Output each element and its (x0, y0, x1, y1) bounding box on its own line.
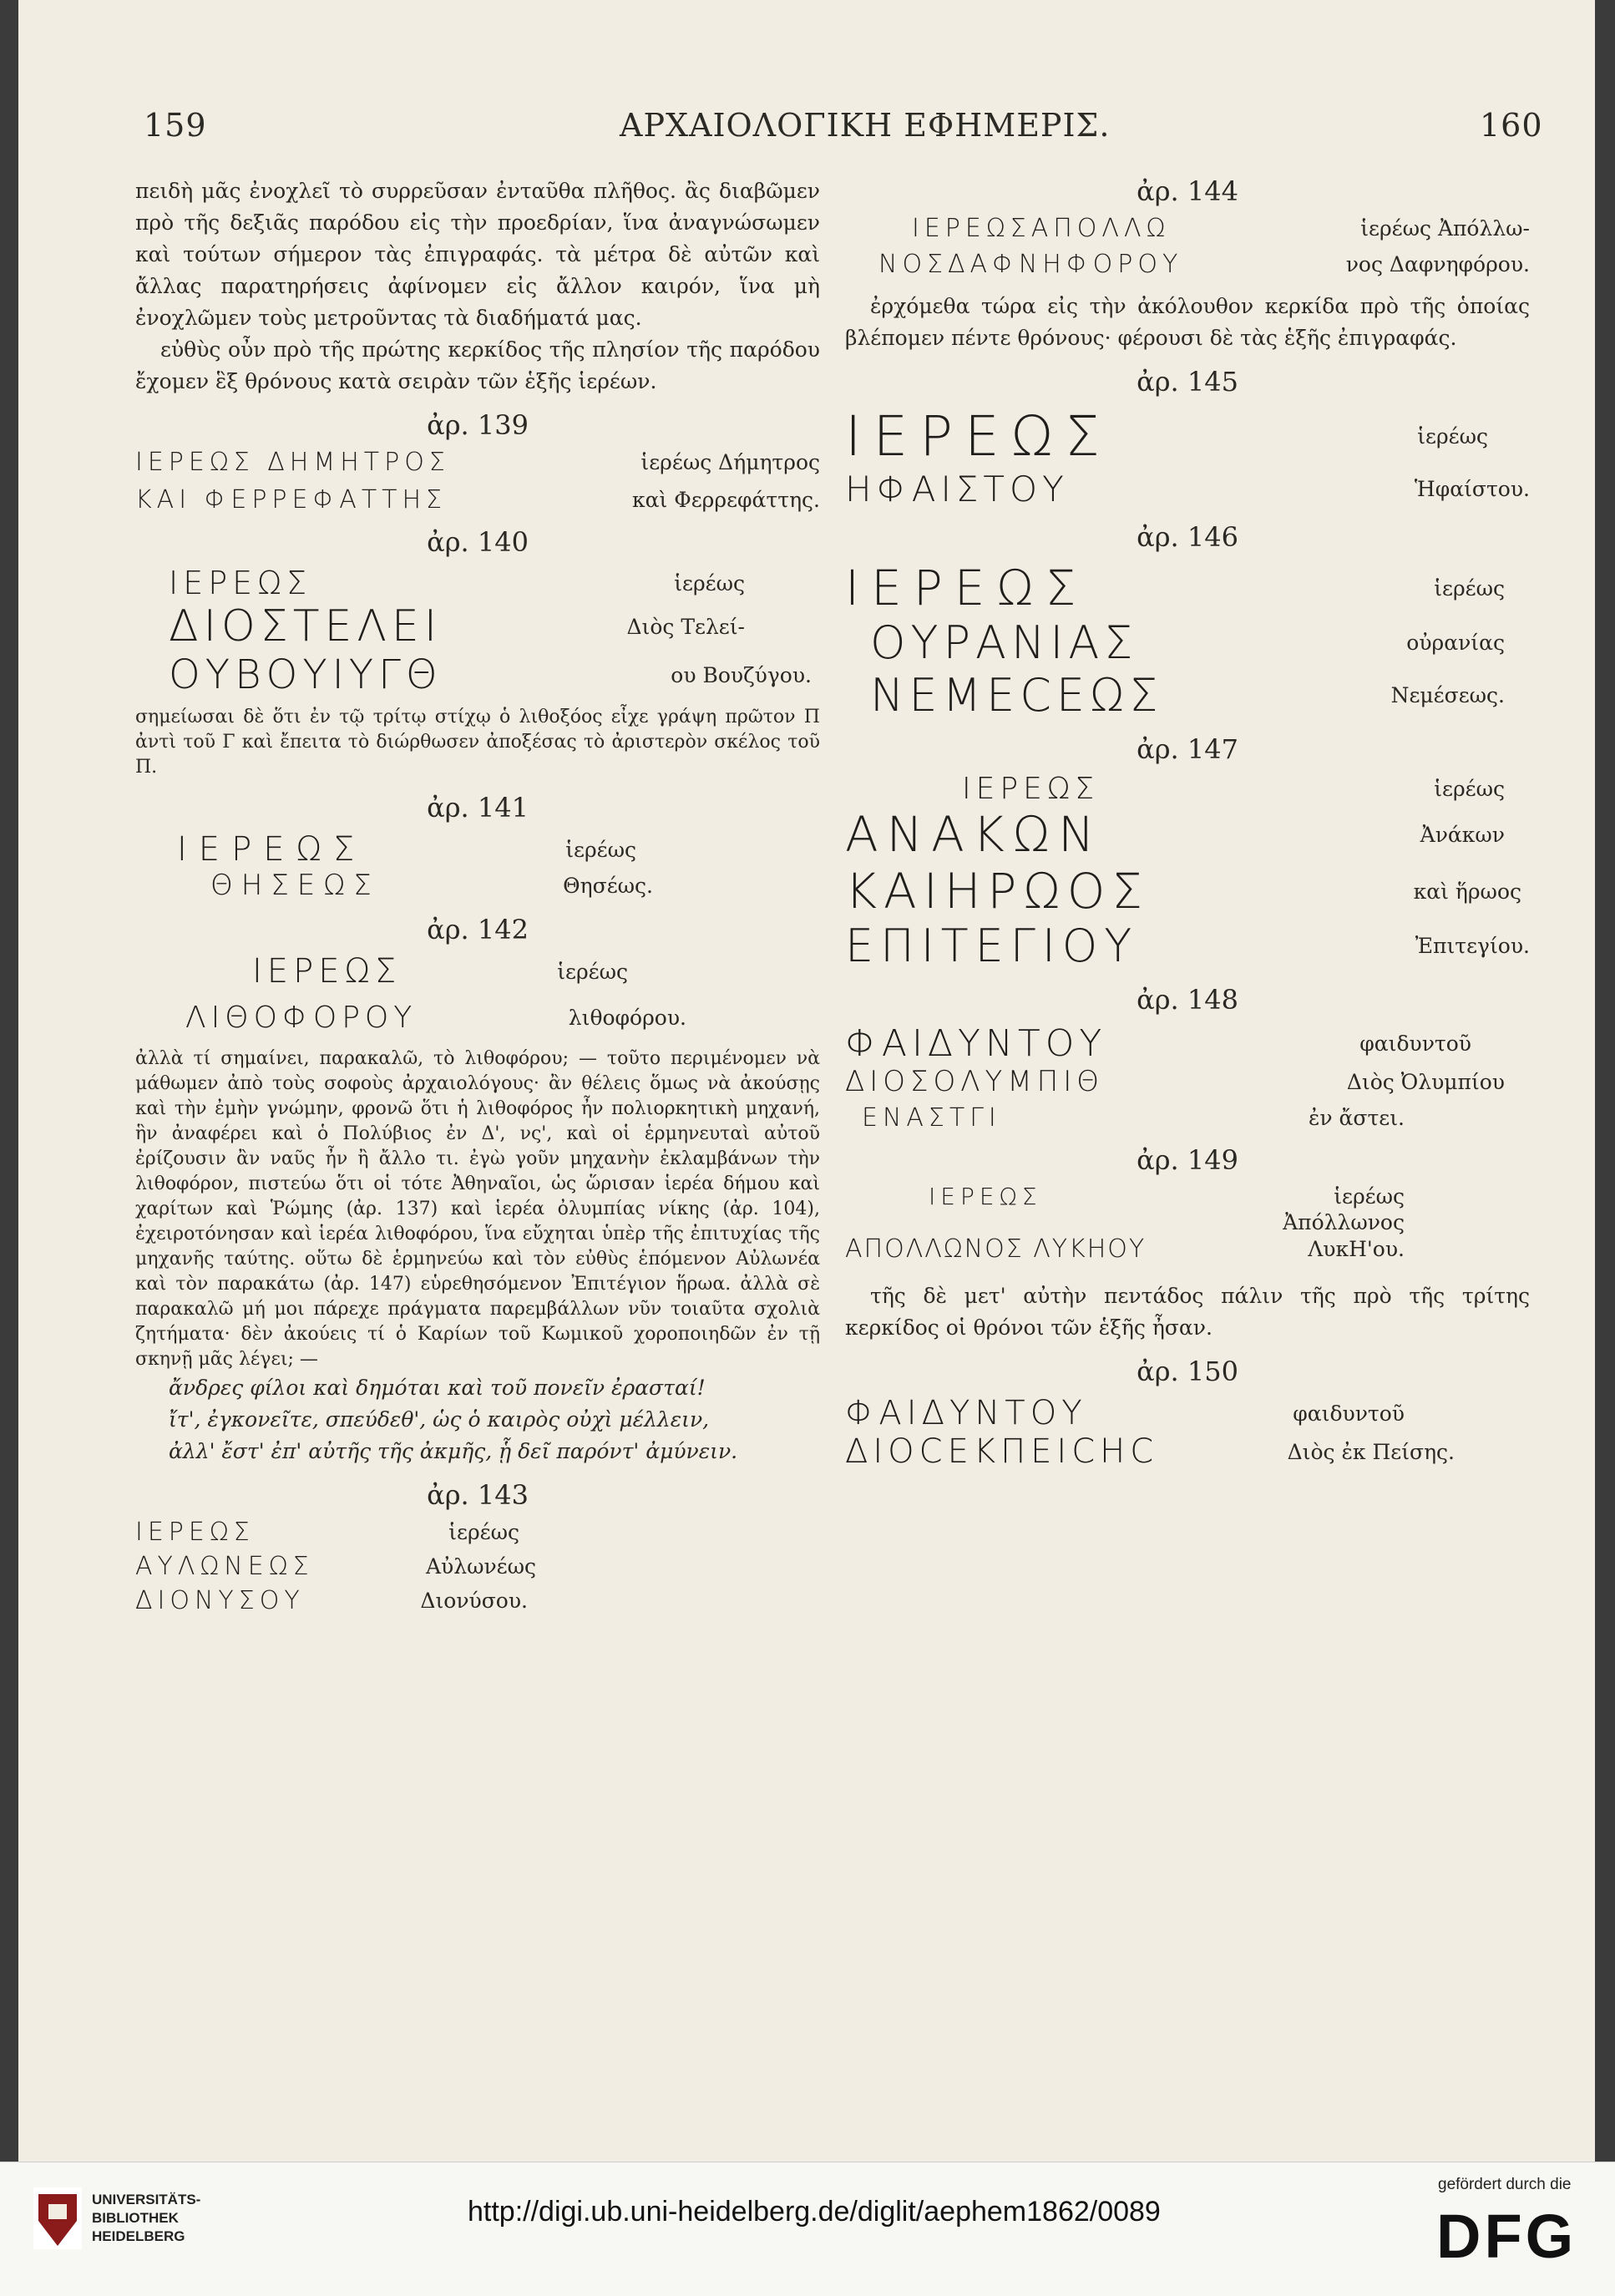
inscription-number: ἀρ. 145 (1137, 366, 1238, 398)
inscription-text: ΦΑΙΔΥΝΤΟΥ (845, 1394, 1087, 1432)
inscription-line (845, 1183, 1530, 1210)
transcription: ἐν ἄστει. (1308, 1106, 1405, 1130)
inscription-line (845, 404, 1530, 469)
transcription: λιθοφόρου. (568, 1006, 686, 1030)
inscription-text: ΙΕΡΕΩΣ (135, 1518, 255, 1547)
transcription: Ἡφαίστου. (1414, 477, 1530, 501)
inscription-text: ΔΙΟΣΤΕΛΕΙ (169, 601, 443, 651)
transcription: ου Βουζύγου. (671, 662, 812, 687)
inscription-number: ἀρ. 142 (427, 914, 529, 945)
transcription: ἱερέως (1434, 575, 1505, 601)
inscription-number: ἀρ. 149 (1137, 1144, 1238, 1176)
inscription-line (135, 1001, 820, 1035)
transcription: καὶ Φερρεφάττης. (631, 488, 820, 512)
paragraph: εὐθὺς οὖν πρὸ τῆς πρώτης κερκίδος τῆς πλησίον τῆς παρόδου ἔχομεν ἓξ θρόνους κατὰ σειρὰν τῶν ἑξῆς ἱερέων. (135, 337, 820, 393)
transcription: ἱερέως Δήμητρος (640, 450, 820, 474)
inscription-line (845, 1210, 1530, 1234)
transcription: Νεμέσεως. (1390, 683, 1505, 707)
inscription-line (135, 1586, 820, 1615)
page-url-link[interactable]: http://digi.ub.uni-heidelberg.de/diglit/aephem1862/0089 (468, 2196, 1161, 2228)
transcription: ἱερέως (557, 959, 628, 984)
transcription: ἱερέως (1334, 1184, 1405, 1209)
inscription-text: ΛΙΘΟΦΟΡΟΥ (185, 1001, 418, 1035)
page-number-left: 159 (144, 107, 207, 144)
inscription-line (845, 1065, 1530, 1098)
inscription-line (135, 830, 820, 869)
transcription: Αὐλωνέως (425, 1554, 536, 1579)
inscription-text: ΑΝΑΚΩΝ (845, 806, 1103, 863)
inscription-line (135, 651, 820, 698)
note: σημείωσαι δὲ ὅτι ἐν τῷ τρίτῳ στίχῳ ὁ λιθοξόος εἶχε γράψη πρῶτον Π ἀντὶ τοῦ Γ καὶ ἔπειτα τὸ διώρθωσεν ἀποξέσας τὸ ἀριστερὸν σκέλος τοῦ Π. (135, 707, 820, 778)
inscription-text: ΚΑΙ ΦΕΡΡΕΦΑΤΤΗΣ (135, 485, 447, 514)
right-column (845, 175, 1530, 1471)
inscription-text: ΙΕΡΕΩΣ (177, 830, 367, 869)
inscription-number: ἀρ. 144 (1137, 175, 1238, 207)
inscription-number: ἀρ. 150 (1137, 1356, 1238, 1387)
verse-line: ἄνδρες φίλοι καὶ δημόται καὶ τοῦ πονεῖν ἐρασταί! (169, 1376, 706, 1400)
inscription-text: ΚΑΙΗΡΩΟΣ (845, 863, 1150, 920)
inscription-line (135, 565, 820, 601)
transcription: ἱερέως (674, 570, 745, 596)
inscription-line (845, 669, 1530, 722)
inscription-line (845, 214, 1530, 243)
transcription: νος Δαφνηφόρου. (1345, 252, 1530, 276)
inscription-text: ΦΑΙΔΥΝΤΟΥ (845, 1022, 1107, 1065)
inscription-line (845, 1432, 1530, 1471)
inscription-line (845, 616, 1530, 669)
inscription-line (845, 1103, 1530, 1133)
transcription: ἱερέως Ἀπόλλω- (1360, 216, 1530, 241)
inscription-text: ΙΕΡΕΩΣ (252, 952, 402, 991)
inscription-text: ΔΙΟCΕΚΠΕΙCΗC (845, 1432, 1159, 1471)
inscription-text: ΗΦΑΙΣΤΟΥ (845, 469, 1069, 509)
transcription: ἱερέως (1434, 777, 1505, 801)
inscription-number: ἀρ. 141 (427, 792, 529, 824)
transcription: Διὸς Ὀλυμπίου (1346, 1069, 1505, 1094)
university-logo-icon (33, 2187, 82, 2249)
inscription-line (845, 1234, 1530, 1264)
paragraph: τῆς δὲ μετ' αὐτὴν πεντάδος πάλιν τῆς πρὸ τῆς τρίτης κερκίδος οἱ θρόνοι τῶν ἑξῆς ἦσαν. (845, 1284, 1530, 1340)
inscription-text: ΙΕΡΕΩΣ (929, 1183, 1042, 1210)
inscription-text: ΑΠΟΛΛΩΝΟΣ ΛΥΚΗΟΥ (845, 1234, 1147, 1264)
transcription: ΛυκΗ'ου. (1308, 1237, 1405, 1261)
inscription-line (845, 806, 1530, 863)
funding-label: gefördert durch die (1438, 2176, 1572, 2193)
transcription: οὐρανίας (1406, 631, 1505, 655)
inscription-line (135, 485, 820, 514)
transcription: φαιδυντοῦ (1359, 1031, 1471, 1056)
transcription: Ἐπιτεγίου. (1415, 934, 1530, 958)
inscription-text: ΝΕΜΕCΕΩΣ (870, 669, 1163, 722)
inscription-number: ἀρ. 140 (427, 526, 529, 558)
inscription-number: ἀρ. 139 (427, 409, 529, 441)
inscription-line (845, 560, 1530, 616)
university-name: UNIVERSITÄTS- BIBLIOTHEK HEIDELBERG (92, 2192, 201, 2244)
inscription-text: ΝΟΣΔΑΦΝΗΦΟΡΟΥ (878, 250, 1183, 279)
inscription-text: ΙΕΡΕΩΣ (962, 772, 1100, 806)
inscription-number: ἀρ. 148 (1137, 984, 1238, 1016)
inscription-text: ΘΗΣΕΩΣ (210, 869, 380, 902)
verse-line: ἀλλ' ἔστ' ἐπ' αὐτῆς τῆς ἀκμῆς, ᾗ δεῖ παρόντ' ἀμύνειν. (169, 1439, 738, 1463)
inscription-line (845, 863, 1530, 920)
inscription-number: ἀρ. 147 (1137, 733, 1238, 765)
page-number-right: 160 (1480, 107, 1543, 144)
transcription: Θησέως. (563, 873, 653, 898)
inscription-text: ΕΝΑΣΤΓΙ (862, 1103, 1001, 1133)
inscription-text: ΙΕΡΕΩΣ ΔΗΜΗΤΡΟΣ (135, 448, 450, 477)
transcription: Διονύσου. (420, 1589, 528, 1613)
transcription: Ἀνάκων (1420, 822, 1505, 847)
transcription: ἱερέως (1417, 424, 1488, 449)
inscription-line (845, 920, 1530, 972)
inscription-line (845, 250, 1530, 279)
transcription: Διὸς ἐκ Πείσης. (1287, 1439, 1455, 1464)
left-column (135, 175, 820, 1615)
inscription-text: ΔΙΟΝΥΣΟΥ (135, 1586, 305, 1615)
inscription-line (135, 1518, 820, 1547)
inscription-text: ΟΥΒΟΥΙΥΓΘ (169, 651, 443, 698)
paragraph: ἐρχόμεθα τώρα εἰς τὴν ἀκόλουθον κερκίδα πρὸ τῆς ὁποίας βλέπομεν πέντε θρόνους· φέρουσι δὲ τὰς ἑξῆς ἐπιγραφάς. (845, 294, 1530, 350)
dfg-logo: DFG (1436, 2202, 1577, 2271)
inscription-text: ΟΥΡΑΝΙΑΣ (870, 616, 1138, 669)
running-title: ΑΡΧΑΙΟΛΟΓΙΚΗ ΕΦΗΜΕΡΙΣ. (620, 107, 1111, 144)
inscription-text: ΙΕΡΕΩΣ (169, 565, 312, 601)
inscription-line (845, 1394, 1530, 1432)
inscription-text: ΕΠΙΤΕΓΙΟΥ (845, 920, 1139, 972)
transcription: Ἀπόλλωνος (1283, 1210, 1405, 1234)
inscription-line (845, 772, 1530, 806)
transcription: ἱερέως (565, 837, 636, 862)
viewer-footer (0, 2162, 1615, 2296)
inscription-number: ἀρ. 146 (1137, 521, 1238, 553)
inscription-line (135, 1552, 820, 1581)
inscription-text: ΑΥΛΩΝΕΩΣ (135, 1552, 314, 1581)
transcription: καὶ ἥρωος (1413, 879, 1521, 904)
inscription-line (135, 601, 820, 651)
book-page (18, 0, 1595, 2162)
inscription-text: ΙΕΡΕΩΣ (845, 560, 1088, 616)
commentary: ἀλλὰ τί σημαίνει, παρακαλῶ, τὸ λιθοφόρου; — τοῦτο περιμένομεν νὰ μάθωμεν ἀπὸ τοὺς σοφοὺς ἀρχαιολόγους· ἂν θέλεις ὅμως νὰ ἀκούσῃς καὶ τὴν ἐμὴν γνώμην, φρονῶ ὅτι ἡ λιθοφόρος ἦν πολιορκητικὴ μηχανή, ἣν ἀναφέρει καὶ ὁ Πολύβιος ἐν Δ', νς', καὶ οἱ ἑρμηνευταὶ αὐτοῦ ἐρίζουσιν ἂν ναῦς ἦν ἢ ἄλλο τι. ἐγὼ γοῦν μηχανὴν ἐκλαμβάνων τὴν λιθοφόρον, πιστεύω ὅτι οἱ τότε Ἀθηναῖοι, ὡς ὥρισαν ἱερέα δήμου καὶ χαρίτων καὶ Ῥώμης (ἀρ. 137) καὶ ἱερέα ὀλυμπίας νίκης (ἀρ. 104), ἐχειροτόνησαν καὶ ἱερέα λιθοφόρου, ἵνα εὔχηται ὑπὲρ τῆς ἐπιτυχίας τῆς μηχανῆς ταύτης. οὕτω δὲ ἑρμηνεύω καὶ τὸν εὐθὺς ἑπόμενον Αὐλωνέα καὶ τὸν παρακάτω (ἀρ. 147) εὑρεθησόμενον Ἐπιτέγιον ἥρωα. ἀλλὰ σὲ παρακαλῶ μή μοι πάρεχε πράγματα παρεμβάλλων νῦν τοιαῦτα σχολιὰ ζητήματα· δὲν ἀκούεις τί ὁ Καρίων τοῦ Κωμικοῦ χοροποιηδῶν ἐν τῇ σκηνῇ μᾶς λέγει; — (135, 1048, 820, 1370)
inscription-line (135, 952, 820, 991)
transcription: ἱερέως (448, 1520, 519, 1544)
transcription: Διὸς Τελεί- (626, 614, 745, 639)
inscription-text: ΙΕΡΕΩΣ (845, 404, 1111, 469)
inscription-line (135, 448, 820, 477)
transcription: φαιδυντοῦ (1293, 1401, 1405, 1426)
inscription-text: ΔΙΟΣΟΛΥΜΠΙΘ (845, 1065, 1105, 1098)
inscription-number: ἀρ. 143 (427, 1479, 529, 1511)
inscription-text: ΙΕΡΕΩΣΑΠΟΛΛΩ (912, 214, 1171, 243)
inscription-line (845, 469, 1530, 509)
paragraph: πειδὴ μᾶς ἐνοχλεῖ τὸ συρρεῦσαν ἐνταῦθα πλῆθος. ἂς διαβῶμεν πρὸ τῆς δεξιᾶς παρόδου εἰς τὴν προεδρίαν, ἵνα ἀναγνώσωμεν καὶ τούτων σήμερον τὰς ἐπιγραφάς. τὰ μέτρα δὲ αὐτῶν καὶ ἄλλας παρατηρήσεις ἀφίνομεν εἰς ἄλλον καιρόν, ἵνα μὴ ἐνοχλῶμεν τοὺς μετροῦντας τὰ διαδήματά μας. (135, 179, 820, 330)
inscription-line (135, 869, 820, 902)
verse-line: ἴτ', ἐγκονεῖτε, σπεύδεθ', ὡς ὁ καιρὸς οὐχὶ μέλλειν, (169, 1407, 710, 1432)
inscription-line (845, 1022, 1530, 1065)
